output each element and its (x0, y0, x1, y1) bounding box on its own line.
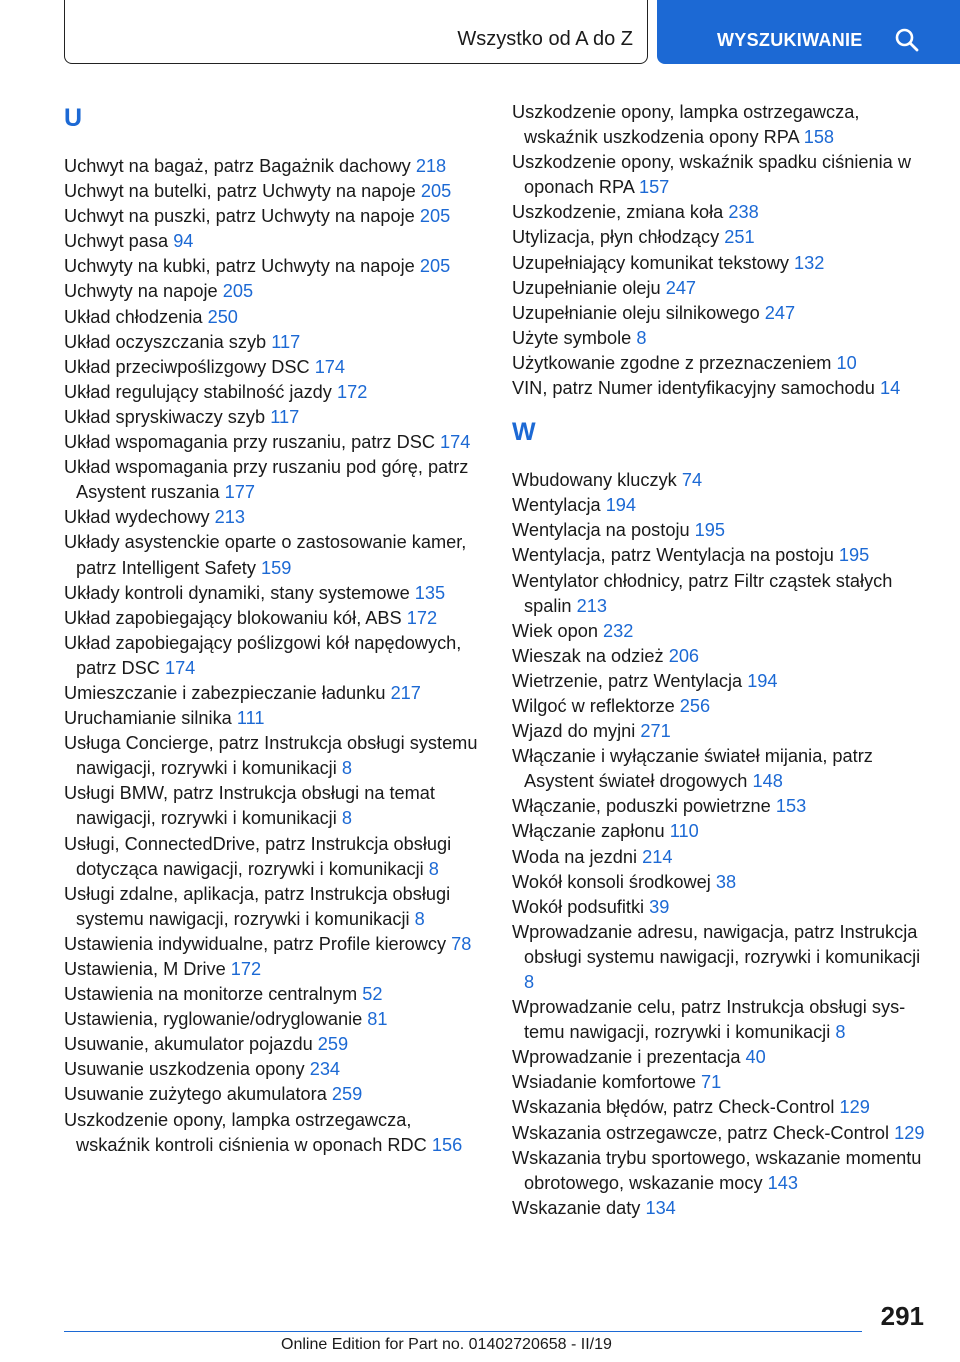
index-entry (64, 832, 489, 882)
index-entry (512, 200, 932, 225)
index-entry (512, 376, 932, 401)
index-entry-page-link[interactable]: 172 (406, 607, 438, 628)
index-entry-list (512, 468, 932, 1221)
index-entry-page-link[interactable]: 214 (642, 846, 673, 867)
index-entry (512, 619, 932, 644)
index-entry (64, 1108, 489, 1158)
index-entry (512, 794, 932, 819)
index-entry (64, 1032, 489, 1057)
index-entry-page-link[interactable]: 8 (414, 908, 425, 929)
search-tab[interactable] (657, 0, 960, 64)
index-entry-text: Wietrzenie, patrz Wentylacja (512, 670, 743, 691)
index-entry-text: Umieszczanie i zabezpieczanie ładunku (64, 682, 386, 703)
index-entry-text: Wokół konsoli środkowej (512, 871, 711, 892)
index-entry-text: Układ zapobiegający poślizgowi kół napędowych, patrz DSC (64, 632, 462, 678)
index-entry-page-link[interactable]: 129 (839, 1097, 870, 1118)
index-entry-page-link[interactable]: 117 (270, 406, 300, 427)
index-entry (512, 569, 932, 619)
index-entry (64, 154, 489, 179)
index-entry (64, 731, 489, 781)
index-entry-page-link[interactable]: 195 (694, 520, 726, 541)
index-entry-text: Ustawienia na monitorze centralnym (64, 984, 358, 1005)
index-entry (64, 380, 489, 405)
index-entry (64, 305, 489, 330)
index-letter-heading: U (64, 104, 83, 132)
index-entry-text: Usługi, ConnectedDrive, patrz Instrukcja obsługi dotycząca nawigacji, rozrywki i komunikacji (64, 833, 452, 879)
index-entry (512, 468, 932, 493)
index-entry-text: Wentylacja, patrz Wentylacja na postoju (512, 545, 834, 566)
index-entry-page-link[interactable]: 135 (414, 582, 446, 603)
index-entry (64, 229, 489, 254)
index-entry (64, 882, 489, 932)
index-entry-text: Usługi zdalne, aplikacja, patrz Instrukcja obsługi systemu nawigacji, rozrywki i komunikacji (64, 883, 451, 929)
index-entry-page-link[interactable]: 205 (420, 181, 452, 202)
index-entry-page-link[interactable]: 172 (230, 959, 262, 979)
index-entry-text: Układ oczyszczania szyb (64, 331, 267, 352)
index-entry (512, 719, 932, 744)
index-entry-page-link[interactable]: 218 (415, 156, 447, 176)
index-entry-text: Układ wspomagania przy ruszaniu pod górę, patrz Asystent ruszania (64, 457, 469, 503)
index-entry (512, 326, 932, 351)
index-entry-text: Uchwyty na kubki, patrz Uchwyty na napoje (64, 256, 415, 277)
index-entry (512, 845, 932, 870)
index-entry-page-link[interactable]: 148 (752, 771, 783, 792)
index-entry (64, 254, 489, 279)
index-entry (512, 1070, 932, 1095)
index-entry-page-link[interactable]: 134 (645, 1197, 676, 1218)
index-entry-list (64, 154, 489, 1158)
index-entry-text: Uchwyt na bagaż, patrz Bagażnik dachowy (64, 156, 411, 176)
index-entry-text: VIN, patrz Numer identyfikacyjny samochodu (512, 378, 875, 399)
index-entry-page-link[interactable]: 111 (236, 708, 265, 729)
index-entry (64, 932, 489, 957)
index-entry-text: Wentylacja (512, 495, 601, 516)
index-entry (512, 150, 932, 200)
tab-a-to-z[interactable] (64, 0, 648, 64)
index-entry-page-link[interactable]: 250 (207, 306, 238, 327)
index-entry-page-link[interactable]: 159 (261, 557, 292, 578)
index-entry-page-link[interactable]: 153 (775, 796, 807, 817)
index-entry-text: Wprowadzanie celu, patrz Instrukcja obsługi systemu nawigacji, rozrywki i komunikacji (512, 997, 906, 1043)
index-entry-text: Wentylator chłodnicy, patrz Filtr cząstek stałych spalin (512, 570, 893, 616)
index-entry-page-link[interactable]: 256 (679, 695, 711, 716)
index-entry-text: Układ zapobiegający blokowaniu kół, ABS (64, 607, 402, 628)
index-entry (512, 744, 932, 794)
index-entry (512, 543, 932, 568)
index-entry-text: Uchwyt na puszki, patrz Uchwyty na napoje (64, 206, 415, 227)
index-entry-page-link[interactable]: 259 (331, 1084, 363, 1105)
index-entry-text: Utylizacja, płyn chłodzący (512, 227, 720, 248)
index-entry-text: Usuwanie zużytego akumulatora (64, 1084, 327, 1105)
index-entry (512, 1146, 932, 1196)
index-entry-page-link[interactable]: 52 (362, 984, 383, 1005)
index-entry-text: Uzupełnianie oleju silnikowego (512, 302, 760, 323)
index-entry-page-link[interactable]: 194 (605, 495, 637, 516)
index-entry-text: Ustawienia, ryglowanie/odryglowanie (64, 1009, 363, 1030)
index-entry-page-link[interactable]: 8 (524, 972, 535, 992)
index-entry-text: Wbudowany kluczyk (512, 470, 677, 491)
index-entry-text: Usuwanie uszkodzenia opony (64, 1059, 305, 1080)
index-entry-list (512, 100, 932, 401)
index-entry-text: Układ chłodzenia (64, 306, 203, 327)
index-entry-text: Uszkodzenie opony, lampka ostrzegawcza, wskaźnik uszkodzenia opony RPA (512, 102, 860, 148)
index-entry (64, 204, 489, 229)
index-entry-page-link[interactable]: 8 (341, 758, 352, 779)
index-entry-page-link[interactable]: 38 (715, 871, 737, 892)
index-entry-page-link[interactable]: 157 (638, 177, 670, 198)
index-entry (512, 351, 932, 376)
index-entry-page-link[interactable]: 213 (214, 507, 245, 528)
index-entry (512, 895, 932, 920)
index-entry (512, 1045, 932, 1070)
index-entry (512, 920, 932, 995)
index-entry-page-link[interactable]: 271 (640, 721, 671, 742)
index-entry-text: Wprowadzanie i prezentacja (512, 1047, 741, 1068)
index-entry-page-link[interactable]: 251 (724, 227, 755, 248)
index-entry-text: Uchwyt pasa (64, 231, 169, 252)
index-entry-page-link[interactable]: 247 (764, 302, 796, 323)
index-entry-page-link[interactable]: 177 (224, 482, 255, 503)
index-entry-text: Wprowadzanie adresu, nawigacja, patrz Instrukcja obsługi systemu nawigacji, rozrywki i komunikacji (512, 921, 921, 967)
index-entry (64, 606, 489, 631)
index-entry (512, 251, 932, 276)
index-entry (512, 1121, 932, 1146)
index-entry-text: Usługi BMW, patrz Instrukcja obsługi na temat nawigacji, rozrywki i komunikacji (64, 783, 435, 829)
footer-divider (64, 1331, 862, 1332)
index-entry (512, 276, 932, 301)
index-entry-page-link[interactable]: 174 (440, 432, 471, 453)
index-entry (512, 694, 932, 719)
index-entry-page-link[interactable]: 78 (451, 933, 472, 954)
index-entry (64, 455, 489, 505)
index-entry-text: Układ wspomagania przy ruszaniu, patrz DSC (64, 432, 435, 453)
footer-edition-text: Online Edition for Part no. 01402720658 - II/19 (281, 1336, 612, 1353)
index-entry (64, 957, 489, 982)
index-entry-page-link[interactable]: 8 (428, 858, 439, 879)
index-entry-text: Uchwyt na butelki, patrz Uchwyty na napoje (64, 181, 416, 202)
index-entry (512, 225, 932, 250)
index-entry-page-link[interactable]: 39 (649, 896, 670, 917)
index-entry-text: Usługa Concierge, patrz Instrukcja obsługi systemu nawigacji, rozrywki i komunikacji (64, 733, 478, 779)
index-entry-text: Układ spryskiwaczy szyb (64, 406, 266, 427)
index-entry-page-link[interactable]: 117 (271, 331, 301, 352)
index-entry-page-link[interactable]: 238 (728, 202, 759, 223)
index-entry (64, 982, 489, 1007)
index-entry-page-link[interactable]: 259 (317, 1034, 349, 1055)
index-entry-text: Woda na jezdni (512, 846, 638, 867)
index-entry (64, 1007, 489, 1032)
index-entry-page-link[interactable]: 194 (747, 670, 778, 691)
index-entry (512, 995, 932, 1045)
index-entry (64, 179, 489, 204)
index-entry (64, 631, 489, 681)
index-entry-page-link[interactable]: 195 (838, 545, 870, 566)
index-entry-page-link[interactable]: 71 (701, 1072, 722, 1093)
index-entry-page-link[interactable]: 8 (636, 327, 647, 348)
index-entry (64, 279, 489, 304)
index-entry-page-link[interactable]: 206 (668, 645, 700, 666)
index-entry-page-link[interactable]: 205 (419, 206, 451, 227)
index-entry-text: Układ wydechowy (64, 507, 210, 528)
index-entry-text: Wilgoć w reflektorze (512, 695, 675, 716)
index-entry-page-link[interactable]: 174 (164, 657, 196, 678)
index-column-left (64, 100, 489, 1158)
index-entry-page-link[interactable]: 40 (745, 1047, 766, 1068)
index-entry-text: Wskazania ostrzegawcze, patrz Check-Control (512, 1122, 890, 1143)
index-entry (64, 1057, 489, 1082)
index-entry-text: Ustawienia, M Drive (64, 959, 226, 979)
index-entry-text: Włączanie zapłonu (512, 821, 665, 842)
index-entry-page-link[interactable]: 205 (419, 256, 451, 277)
index-entry (512, 819, 932, 844)
index-entry-page-link[interactable]: 8 (341, 808, 352, 829)
index-entry-text: Układ regulujący stabilność jazdy (64, 381, 332, 402)
index-entry-text: Uszkodzenie opony, lampka ostrzegawcza, wskaźnik kontroli ciśnienia w oponach RDC (64, 1109, 427, 1155)
index-entry-text: Układ przeciwpoślizgowy DSC (64, 356, 310, 377)
index-entry-page-link[interactable]: 158 (803, 127, 835, 148)
index-entry-text: Wskazania trybu sportowego, wskazanie momentu obrotowego, wskazanie mocy (512, 1147, 922, 1193)
index-entry-page-link[interactable]: 205 (222, 281, 254, 302)
index-entry-text: Wsiadanie komfortowe (512, 1072, 696, 1093)
index-entry (64, 1082, 489, 1107)
index-entry (64, 505, 489, 530)
index-letter-heading: W (512, 418, 536, 447)
index-column-right (512, 100, 932, 1221)
tab-a-to-z-label: Wszystko od A do Z (457, 28, 633, 50)
index-entry-text: Włączanie i wyłączanie świateł mijania, patrz Asystent świateł drogowych (512, 746, 873, 792)
index-entry-text: Układy kontroli dynamiki, stany systemowe (64, 582, 410, 603)
index-entry (512, 518, 932, 543)
index-entry-text: Uchwyty na napoje (64, 281, 218, 302)
index-entry (64, 781, 489, 831)
index-entry-page-link[interactable]: 74 (681, 470, 703, 491)
search-tab-label: WYSZUKIWANIE (717, 30, 863, 50)
index-entry-page-link[interactable]: 234 (309, 1059, 341, 1080)
index-entry (512, 301, 932, 326)
index-entry-text: Uzupełnianie oleju (512, 277, 661, 298)
index-entry (64, 706, 489, 731)
index-entry (512, 644, 932, 669)
index-entry-page-link[interactable]: 129 (894, 1122, 925, 1143)
index-entry-text: Uzupełniający komunikat tekstowy (512, 252, 789, 273)
index-entry-text: Uruchamianie silnika (64, 708, 232, 729)
index-entry (64, 581, 489, 606)
index-entry-page-link[interactable]: 213 (576, 595, 607, 616)
index-entry-page-link[interactable]: 232 (603, 620, 634, 641)
index-entry-text: Wiek opon (512, 620, 598, 641)
index-entry (512, 870, 932, 895)
page-number: 291 (880, 1301, 924, 1331)
index-entry (64, 430, 489, 455)
index-entry-text: Wskazanie daty (512, 1197, 641, 1218)
index-entry-page-link[interactable]: 132 (794, 252, 825, 273)
index-entry-text: Wjazd do myjni (512, 721, 636, 742)
index-entry (512, 100, 932, 150)
index-entry-text: Użytkowanie zgodne z przeznaczeniem (512, 352, 832, 373)
index-entry-text: Włączanie, poduszki powietrzne (512, 796, 771, 817)
index-entry-page-link[interactable]: 172 (336, 381, 368, 402)
index-entry-page-link[interactable]: 217 (390, 682, 421, 703)
index-entry-page-link[interactable]: 10 (836, 352, 857, 373)
index-entry-page-link[interactable]: 247 (665, 277, 697, 298)
index-entry-page-link[interactable]: 8 (835, 1022, 846, 1043)
index-entry-page-link[interactable]: 156 (431, 1134, 463, 1155)
index-entry (64, 355, 489, 380)
index-entry-page-link[interactable]: 81 (367, 1009, 388, 1030)
index-entry-text: Użyte symbole (512, 327, 632, 348)
index-entry (64, 681, 489, 706)
index-entry-text: Uszkodzenie opony, wskaźnik spadku ciśnienia w oponach RPA (512, 152, 911, 198)
index-entry-text: Wieszak na odzież (512, 645, 664, 666)
index-entry (512, 493, 932, 518)
index-entry (512, 669, 932, 694)
index-entry-page-link[interactable]: 94 (173, 231, 194, 252)
index-entry-page-link[interactable]: 174 (314, 356, 346, 377)
index-entry (64, 530, 489, 580)
index-entry-text: Uszkodzenie, zmiana koła (512, 202, 724, 223)
index-entry-page-link[interactable]: 14 (879, 378, 901, 399)
index-entry (64, 405, 489, 430)
index-entry-text: Usuwanie, akumulator pojazdu (64, 1034, 313, 1055)
index-entry-text: Ustawienia indywidualne, patrz Profile kierowcy (64, 933, 447, 954)
index-entry (512, 1095, 932, 1120)
index-entry-text: Wentylacja na postoju (512, 520, 690, 541)
search-icon (894, 27, 920, 53)
index-entry-page-link[interactable]: 143 (767, 1172, 798, 1193)
index-entry-page-link[interactable]: 110 (669, 821, 699, 842)
index-entry-text: Wokół podsufitki (512, 896, 645, 917)
index-entry-text: Układy asystenckie oparte o zastosowanie kamer, patrz Intelligent Safety (64, 532, 467, 578)
index-entry (512, 1196, 932, 1221)
index-entry (64, 330, 489, 355)
index-entry-text: Wskazania błędów, patrz Check-Control (512, 1097, 835, 1118)
